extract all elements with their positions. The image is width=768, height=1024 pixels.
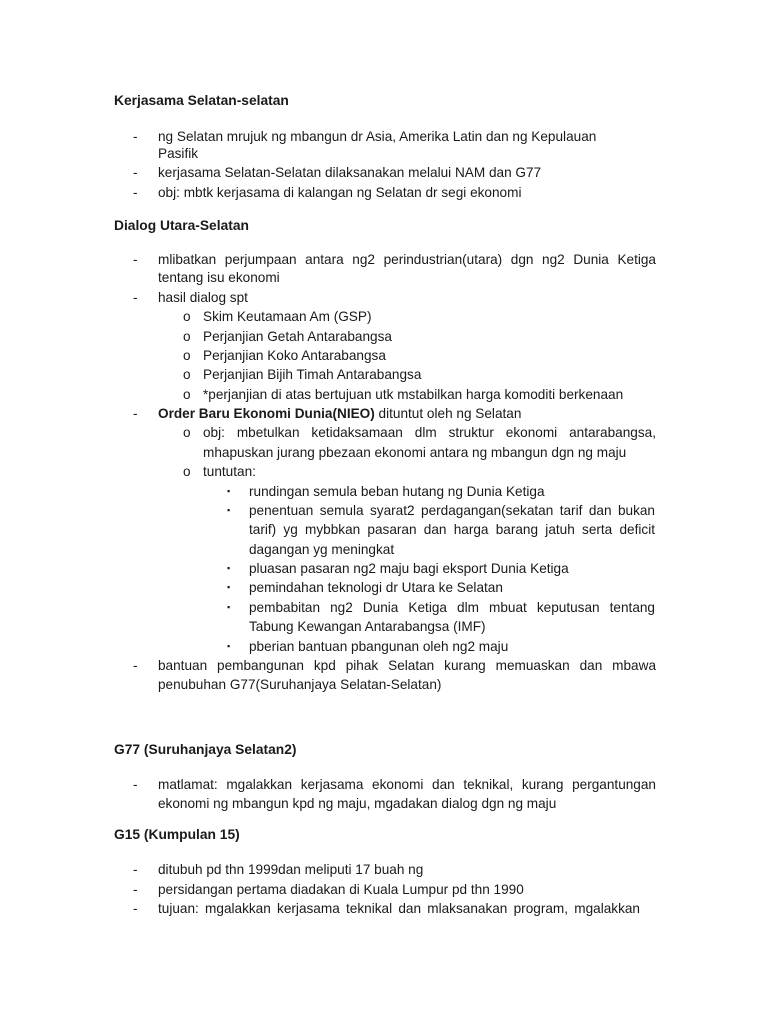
list-item-nieo bbox=[158, 404, 521, 423]
list-item-continuation: Pasifik bbox=[158, 146, 199, 161]
list-item-continuation: ekonomi ng mbangun kpd ng maju, mgadakan dialog dgn ng maju bbox=[158, 796, 557, 811]
demand-item: pemindahan teknologi dr Utara ke Selatan bbox=[249, 580, 503, 595]
sub-list-item: Skim Keutamaan Am (GSP) bbox=[203, 309, 372, 324]
demand-item-continuation: tarif) yg mybbkan pasaran dan harga barang jatuh serta deficit bbox=[249, 522, 655, 537]
dash-bullet: - bbox=[133, 252, 138, 267]
circle-bullet: o bbox=[183, 367, 191, 382]
list-item: kerjasama Selatan-Selatan dilaksanakan melalui NAM dan G77 bbox=[158, 165, 542, 180]
sub-list-item: obj: mbetulkan ketidaksamaan dlm struktur ekonomi antarabangsa, bbox=[203, 425, 656, 440]
list-item: mlibatkan perjumpaan antara ng2 perindustrian(utara) dgn ng2 Dunia Ketiga bbox=[158, 252, 656, 267]
nieo-rest-text: dituntut oleh ng Selatan bbox=[374, 406, 522, 421]
dash-bullet: - bbox=[133, 658, 138, 673]
sub-list-item: tuntutan: bbox=[203, 464, 256, 479]
heading-kerjasama-selatan: Kerjasama Selatan-selatan bbox=[114, 93, 289, 108]
dash-bullet: - bbox=[133, 129, 138, 144]
list-item: ditubuh pd thn 1999dan meliputi 17 buah ng bbox=[158, 862, 424, 877]
list-item-continuation: tentang isu ekonomi bbox=[158, 270, 280, 285]
list-item: ng Selatan mrujuk ng mbangun dr Asia, Amerika Latin dan ng Kepulauan bbox=[158, 129, 597, 144]
sub-list-item: Perjanjian Bijih Timah Antarabangsa bbox=[203, 367, 422, 382]
demand-item: rundingan semula beban hutang ng Dunia Ketiga bbox=[249, 484, 545, 499]
demand-item: penentuan semula syarat2 perdagangan(sekatan tarif dan bukan bbox=[249, 503, 655, 518]
circle-bullet: o bbox=[183, 329, 191, 344]
square-bullet: ▪ bbox=[227, 486, 231, 496]
square-bullet: ▪ bbox=[227, 641, 231, 651]
list-item: hasil dialog spt bbox=[158, 290, 248, 305]
demand-item-continuation: Tabung Kewangan Antarabangsa (IMF) bbox=[249, 619, 486, 634]
demand-item: pluasan pasaran ng2 maju bagi eksport Dunia Ketiga bbox=[249, 561, 569, 576]
nieo-bold-label: Order Baru Ekonomi Dunia(NIEO) bbox=[158, 406, 375, 421]
square-bullet: ▪ bbox=[227, 602, 231, 612]
sub-list-item: Perjanjian Koko Antarabangsa bbox=[203, 348, 386, 363]
circle-bullet: o bbox=[183, 348, 191, 363]
list-item: matlamat: mgalakkan kerjasama ekonomi dan teknikal, kurang pergantungan bbox=[158, 777, 656, 792]
sub-list-item: Perjanjian Getah Antarabangsa bbox=[203, 329, 392, 344]
heading-g77: G77 (Suruhanjaya Selatan2) bbox=[114, 742, 297, 757]
heading-g15: G15 (Kumpulan 15) bbox=[114, 827, 240, 842]
demand-item: pembabitan ng2 Dunia Ketiga dlm mbuat keputusan tentang bbox=[249, 600, 655, 615]
demand-item: pberian bantuan pbangunan oleh ng2 maju bbox=[249, 639, 509, 654]
square-bullet: ▪ bbox=[227, 505, 231, 515]
list-item: persidangan pertama diadakan di Kuala Lumpur pd thn 1990 bbox=[158, 882, 524, 897]
square-bullet: ▪ bbox=[227, 582, 231, 592]
dash-bullet: - bbox=[133, 406, 138, 421]
dash-bullet: - bbox=[133, 862, 138, 877]
circle-bullet: o bbox=[183, 425, 191, 440]
dash-bullet: - bbox=[133, 165, 138, 180]
list-item: tujuan: mgalakkan kerjasama teknikal dan mlaksanakan program, mgalakkan bbox=[158, 901, 640, 916]
list-item-continuation: penubuhan G77(Suruhanjaya Selatan-Selatan) bbox=[158, 677, 442, 692]
dash-bullet: - bbox=[133, 882, 138, 897]
circle-bullet: o bbox=[183, 464, 191, 479]
square-bullet: ▪ bbox=[227, 563, 231, 573]
sub-list-item: *perjanjian di atas bertujuan utk mstabilkan harga komoditi berkenaan bbox=[203, 387, 624, 402]
heading-dialog-utara-selatan: Dialog Utara-Selatan bbox=[114, 218, 249, 233]
dash-bullet: - bbox=[133, 290, 138, 305]
circle-bullet: o bbox=[183, 387, 191, 402]
list-item: bantuan pembangunan kpd pihak Selatan kurang memuaskan dan mbawa bbox=[158, 658, 656, 673]
dash-bullet: - bbox=[133, 901, 138, 916]
circle-bullet: o bbox=[183, 309, 191, 324]
dash-bullet: - bbox=[133, 185, 138, 200]
demand-item-continuation: dagangan yg meningkat bbox=[249, 542, 395, 557]
dash-bullet: - bbox=[133, 777, 138, 792]
list-item: obj: mbtk kerjasama di kalangan ng Selatan dr segi ekonomi bbox=[158, 185, 522, 200]
sub-list-item-continuation: mhapuskan jurang pbezaan ekonomi antara ng mbangun dgn ng maju bbox=[203, 445, 627, 460]
